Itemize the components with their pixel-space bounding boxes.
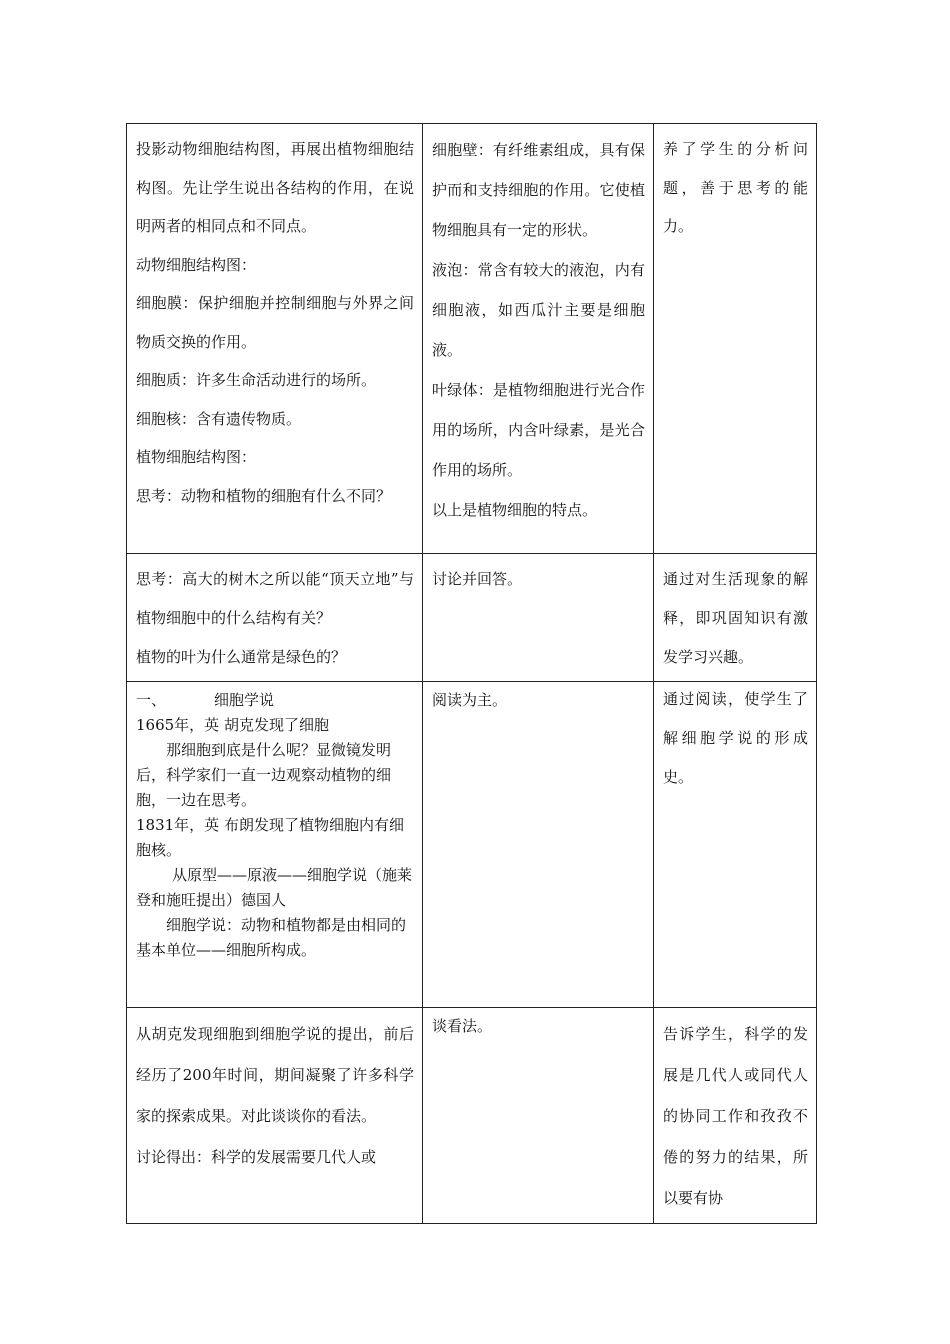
paragraph: 1665年，英 胡克发现了细胞 [136,716,329,734]
student-activity-cell [423,124,654,554]
heading-text: 细胞学说 [214,691,275,709]
paragraph: 通过对生活现象的解释，即巩固知识有激发学习兴趣。 [663,570,808,666]
paragraph: 1831年，英 布朗发现了植物细胞内有细胞核。 [136,816,404,859]
table-row [127,682,817,1008]
paragraph: 养了学生的分析问题，善于思考的能力。 [663,140,808,235]
lesson-plan-table [126,123,817,1224]
student-activity-cell [423,1008,654,1224]
paragraph: 植物细胞结构图： [136,448,257,466]
paragraph: 细胞膜：保护细胞并控制细胞与外界之间物质交换的作用。 [136,294,414,351]
paragraph: 从胡克发现细胞到细胞学说的提出，前后经历了200年时间，期间凝聚了许多科学家的探索成果。对此谈谈你的看法。 [136,1025,414,1125]
table-row [127,1008,817,1224]
paragraph: 讨论并回答。 [432,570,523,588]
paragraph: 从原型——原液——细胞学说（施莱登和施旺提出）德国人 [136,866,413,909]
student-activity-cell [423,554,654,682]
design-intent-cell [654,124,817,554]
paragraph: 那细胞到底是什么呢？显微镜发明后，科学家们一直一边观察动植物的细胞，一边在思考。 [136,741,392,809]
teacher-activity-cell [127,554,423,682]
paragraph: 叶绿体：是植物细胞进行光合作用的场所，内含叶绿素，是光合作用的场所。 [432,381,645,479]
paragraph: 告诉学生，科学的发展是几代人或同代人的协同工作和孜孜不倦的努力的结果，所以要有协 [663,1025,808,1207]
paragraph: 细胞质：许多生命活动进行的场所。 [136,371,377,389]
paragraph: 以上是植物细胞的特点。 [432,501,598,519]
teacher-activity-cell [127,682,423,1008]
section-heading [136,688,414,713]
teacher-activity-cell [127,124,423,554]
paragraph: 谈看法。 [432,1017,493,1035]
paragraph: 阅读为主。 [432,691,508,709]
paragraph: 植物的叶为什么通常是绿色的？ [136,648,347,666]
paragraph: 通过阅读，使学生了解细胞学说的形成史。 [663,690,808,786]
teacher-activity-cell [127,1008,423,1224]
paragraph: 细胞核：含有遗传物质。 [136,409,302,428]
student-activity-cell [423,682,654,1008]
design-intent-cell [654,1008,817,1224]
paragraph: 思考：高大的树木之所以能“顶天立地”与植物细胞中的什么结构有关？ [136,570,414,627]
paragraph: 投影动物细胞结构图，再展出植物细胞结构图。先让学生说出各结构的作用，在说明两者的相同点和不同点。 [136,140,414,235]
paragraph: 细胞学说：动物和植物都是由相同的基本单位——细胞所构成。 [136,916,407,959]
table-row [127,124,817,554]
paragraph: 思考：动物和植物的细胞有什么不同？ [136,486,392,505]
paragraph: 液泡：常含有较大的液泡，内有细胞液，如西瓜汁主要是细胞液。 [432,261,645,359]
paragraph: 细胞壁：有纤维素组成，具有保护而和支持细胞的作用。它使植物细胞具有一定的形状。 [432,141,645,239]
design-intent-cell [654,554,817,682]
design-intent-cell [654,682,817,1008]
heading-number: 一、 [136,691,167,709]
paragraph: 动物细胞结构图： [136,255,257,274]
paragraph: 讨论得出：科学的发展需要几代人或 [136,1148,377,1166]
table-row [127,554,817,682]
